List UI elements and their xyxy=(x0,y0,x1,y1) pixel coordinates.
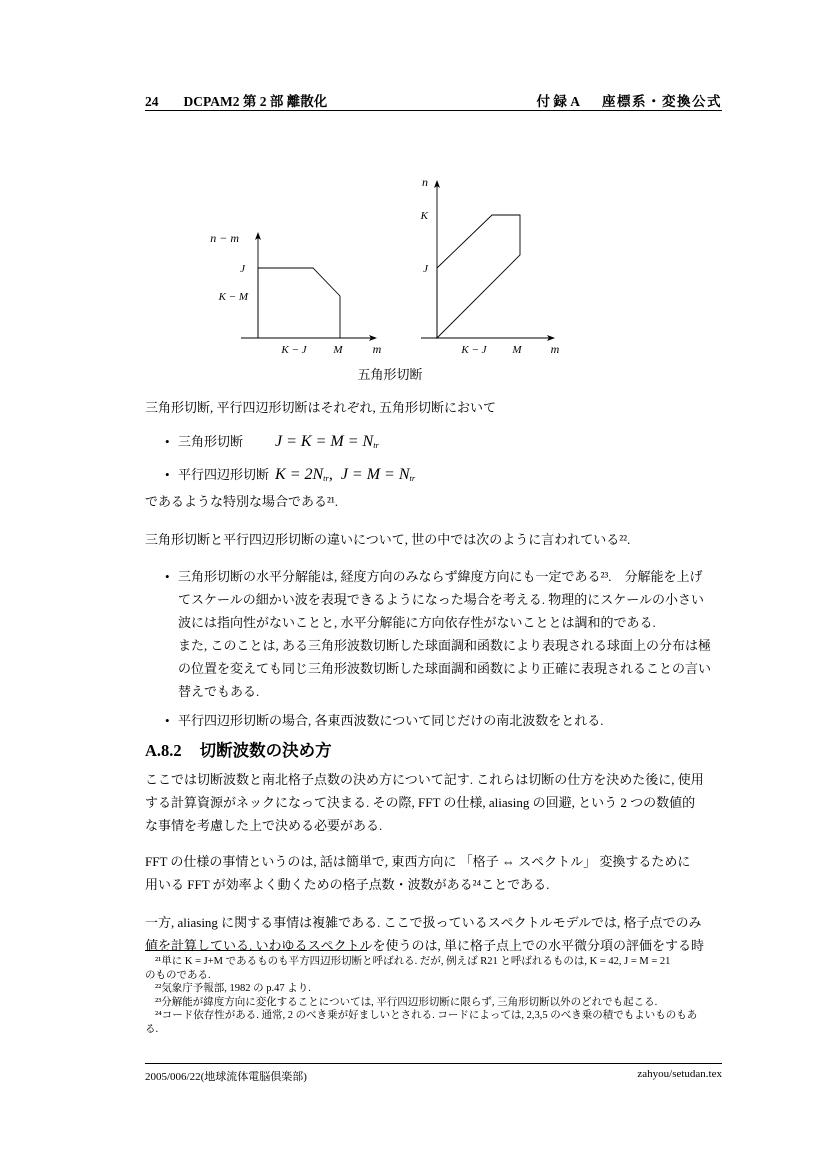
footnote-line: ²⁴コード依存性がある. 通常, 2 のべき乗が好ましいとされる. コードによっては, 2,3,5 のべき乗の積でもよいものもあ xyxy=(155,1010,698,1021)
left-ylabel: n − m xyxy=(210,231,239,245)
section-number: A.8.2 xyxy=(145,741,182,760)
footnotes xyxy=(145,950,735,1036)
body-line: であるような特別な場合である²¹. xyxy=(145,494,339,509)
left-xtick-K-J: K − J xyxy=(281,344,307,356)
body-line: 替えでもある. xyxy=(178,684,260,699)
header-rule xyxy=(145,110,722,111)
truncation-differences xyxy=(145,528,722,732)
parallelogram-truncation-formula-2: , J = M = N xyxy=(328,466,410,483)
footer-left: 2005/006/22(地球流体電脳倶楽部) xyxy=(145,1071,307,1083)
paragraph-deciding-wavenumber xyxy=(145,768,722,837)
pentagon-truncation-figure xyxy=(195,160,585,383)
section-heading xyxy=(145,737,332,761)
parallelogram-truncation-label: 平行四辺形切断 xyxy=(178,467,270,482)
right-ytick-J: J xyxy=(423,263,428,275)
paragraph-fft xyxy=(145,850,722,896)
section-title: 切断波数の決め方 xyxy=(199,741,332,760)
bullet-icon xyxy=(165,430,170,453)
page-number: 24 xyxy=(145,94,159,109)
footnote-line: る. xyxy=(145,1023,159,1035)
page-header xyxy=(145,90,722,110)
body-line: 三角形切断と平行四辺形切断の違いについて, 世の中では次のように言われている²². xyxy=(145,532,631,547)
bullet-icon xyxy=(165,709,170,732)
body-line: 値を計算している. いわゆるスペクトルを使うのは, 単に格子点上での水平微分項の評価をする時 xyxy=(145,938,705,953)
bullet-icon xyxy=(165,463,170,486)
left-ytick-K-M: K − M xyxy=(218,291,248,303)
footnote-line: ²³分解能が緯度方向に変化することについては, 平行四辺形切断に限らず, 三角形切断以外のどれでも起こる. xyxy=(155,996,658,1008)
body-line: 三角形切断, 平行四辺形切断はそれぞれ, 五角形切断において xyxy=(145,400,497,415)
left-diagram xyxy=(241,232,377,341)
body-line: 一方, aliasing に関する事情は複雑である. ここで扱っているスペクトルモデルでは, 格子点でのみ xyxy=(145,915,702,930)
body-line: また, このことは, ある三角形波数切断した球面調和函数により表現される球面上の分布は極 xyxy=(178,638,712,653)
list-item xyxy=(145,709,722,732)
footnote-rule xyxy=(145,950,367,951)
right-diagram xyxy=(421,180,555,341)
footer-right: zahyou/setudan.tex xyxy=(637,1068,722,1080)
right-ytick-K: K xyxy=(420,210,428,222)
bullet-icon xyxy=(165,565,170,588)
right-ylabel: n xyxy=(422,175,428,189)
body-line: ここでは切断波数と南北格子点数の決め方について記す. これらは切断の仕方を決めた後に, 使用 xyxy=(145,772,704,787)
formula-subscript: tr xyxy=(373,440,379,450)
list-item xyxy=(145,430,722,453)
right-xtick-M: M xyxy=(512,344,522,356)
left-xtick-M: M xyxy=(333,344,343,356)
triangle-truncation-formula: J = K = M = N xyxy=(275,433,374,450)
list-item xyxy=(145,463,722,486)
formula-subscript: tr xyxy=(409,473,416,483)
truncation-diagrams-svg xyxy=(195,160,585,362)
body-line: な事情を考慮した上で決める必要がある. xyxy=(145,818,383,833)
right-xlabel: m xyxy=(550,342,560,356)
body-line: の位置を変えても同じ三角形波数切断した球面調和函数により正確に表現されることの言い xyxy=(178,661,712,676)
left-xlabel: m xyxy=(372,342,382,356)
page-footer xyxy=(145,1068,722,1084)
footer-rule xyxy=(145,1063,722,1064)
list-item xyxy=(145,565,722,703)
header-left-title: DCPAM2 第 2 部 離散化 xyxy=(183,94,328,109)
header-right-title: 座標系・変換公式 xyxy=(602,94,722,109)
body-line: FFT の仕様の事情というのは, 話は簡単で, 東西方向に 「格子 ⇔ スペクトル」 変換するために xyxy=(145,854,691,869)
body-line: 三角形切断の水平分解能は, 経度方向のみならず緯度方向にも一定である²³. 分解能を上げ xyxy=(178,569,703,584)
footnote-line: ²²気象庁予報部, 1982 の p.47 より. xyxy=(155,983,311,994)
left-ytick-J: J xyxy=(240,263,245,275)
body-line: 波には指向性がないことと, 水平分解能に方向依存性がないこととは調和的である. xyxy=(178,615,656,630)
body-line: する計算資源がネックになって決まる. その際, FFT の仕様, aliasing の回避, という 2 つの数値的 xyxy=(145,795,696,810)
body-line: 用いる FFT が効率よく動くための格子点数・波数がある²⁴ことである. xyxy=(145,877,550,892)
body-line: てスケールの細かい波を表現できるようになった場合を考える. 物理的にスケールの小さい xyxy=(178,592,704,607)
figure-caption: 五角形切断 xyxy=(357,367,423,382)
truncation-special-cases xyxy=(145,396,722,513)
header-left xyxy=(145,90,327,110)
footnote-line: ²¹単に K = J+M であるものも平方四辺形切断と呼ばれる. だが, 例えば R21 と呼ばれるものは, K = 42, J = M = 21 xyxy=(155,956,671,967)
header-appendix-label: 付 録 A xyxy=(536,94,580,109)
triangle-truncation-label: 三角形切断 xyxy=(178,434,244,449)
footnote-line: のものである. xyxy=(145,969,211,981)
body-line: 平行四辺形切断の場合, 各東西波数について同じだけの南北波数をとれる. xyxy=(178,713,604,728)
formula-subscript: tr xyxy=(323,473,329,483)
parallelogram-truncation-formula-1: K = 2N xyxy=(275,466,324,483)
right-xtick-K-J: K − J xyxy=(461,344,487,356)
header-right xyxy=(537,90,723,110)
